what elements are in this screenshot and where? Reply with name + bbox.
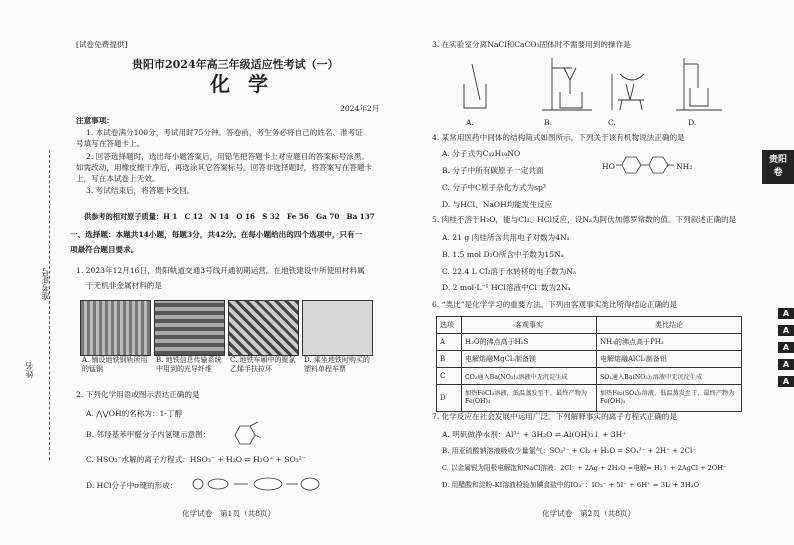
notice-2c: 上，写在本试卷上无效。: [76, 174, 160, 183]
q7-option-d: D. 用醋酸和淀粉-KI溶液检验加碘食盐中的IO₃⁻：IO₃⁻ + 5I⁻ + 6H⁺ = 3I₂ + 3H₂O: [442, 481, 700, 489]
q6-row-a-option: A: [437, 334, 462, 351]
q6-row-d-fact: 加热FeCl₃溶液，低温蒸发至干，最终产物为Fe(OH)₃: [462, 385, 597, 412]
table-row: [437, 385, 742, 412]
exam-title: 贵阳市2024年高三年级适应性考试（一）: [132, 58, 339, 71]
region-tab-line1: 贵阳: [768, 155, 787, 165]
q1-line-a: 1. 2023年12月16日，贵阳轨道交通3号线开通初期运营。在地铁建设中所使用材料属: [76, 266, 365, 275]
q6-row-d-conclusion: 加热Fe₂(SO₄)₃溶液，低温蒸发至干，最终产物为Fe(OH)₃: [597, 385, 742, 412]
exam-date: 2024年2月: [340, 104, 380, 113]
side-mark: A: [778, 308, 794, 319]
q4-option-d: D. 与HCl、NaOH均能发生反应: [442, 200, 553, 209]
q7-option-a: A. 明矾做净水剂：Al³⁺ + 3H₂O ⇌ Al(OH)₃↓ + 3H⁺: [442, 430, 627, 439]
q6-row-a-fact: H₂O的沸点高于H₂S: [462, 334, 597, 351]
q1-line-b: 于无机非金属材料的是: [86, 281, 162, 290]
photo-optical-fiber: [154, 300, 225, 356]
q1-option-d: D. 乘坐地铁时购买的塑料单程车票: [304, 356, 370, 373]
q6-col-fact: 客观事实: [462, 317, 597, 334]
q6-row-c-option: C: [437, 368, 462, 385]
side-mark: A: [778, 359, 794, 370]
subject-title: 化学: [210, 72, 286, 96]
q5-option-a: A. 21 g 肉桂所含共用电子对数为4Nₐ: [442, 233, 570, 242]
q5-stem: 5. 肉桂不溶于H₂O，能与Cl₂、HCl反应，设Nₐ为阿伏加德罗常数的值。下列叙述正确的是: [432, 215, 737, 224]
q7-option-b: B. 用亚硫酸钠溶液吸收少量氯气：SO₃²⁻ + Cl₂ + H₂O = SO₄²⁻ + 2H⁺ + 2Cl⁻: [442, 447, 696, 455]
table-row: [437, 368, 742, 385]
q6-stem: 6. “类比”是化学学习的重要方法。下列由客观事实类比所得结论正确的是: [432, 300, 678, 309]
q2-stem: 2. 下列化学用语或图示表达正确的是: [76, 390, 200, 399]
q6-row-b-fact: 电解熔融MgCl₂制备镁: [462, 351, 597, 368]
q3-apparatus: [452, 54, 732, 114]
side-mark: A: [778, 342, 794, 353]
q4-struct-ho: HO: [602, 162, 615, 171]
notice-1a: 1. 本试卷满分100分，考试用时75分钟。答卷前，考生务必将自己的姓名、准考证: [86, 128, 363, 137]
q6-col-option: 选项: [437, 317, 462, 334]
q6-col-conclusion: 类比结论: [597, 317, 742, 334]
photo-ticket: [302, 300, 373, 356]
page-1-footer: 化学试卷 第1页（共8页）: [182, 509, 276, 518]
header-tag: [试卷免费提供]: [76, 40, 128, 49]
region-tab-line2: 卷: [773, 168, 783, 178]
atomic-masses: 供参考的相对原子质量：H 1 C 12 N 14 O 16 S 32 Fe 56 Ga 70 Ba 137: [84, 212, 375, 221]
q3-label-d: D.: [688, 118, 697, 127]
q2-option-d: D. HCl分子中σ键的形成：: [86, 481, 178, 490]
region-tab: [762, 150, 794, 184]
sigma-bond-diagram: [190, 476, 320, 492]
page-2-footer: 化学试卷 第2页（共8页）: [542, 509, 636, 518]
side-mark: A: [778, 376, 794, 387]
table-row: [437, 351, 742, 368]
q1-option-a: A. 铺设地铁钢轨所用的锰钢: [82, 356, 148, 373]
q6-row-b-conclusion: 电解熔融AlCl₃制备铝: [597, 351, 742, 368]
q4-option-c: C. 分子中C原子杂化方式为sp³: [442, 183, 546, 192]
notice-3: 3. 考试结束后，将答题卡交回。: [86, 186, 195, 195]
hydrogen-bond-diagram: [230, 420, 264, 450]
cut-line: [49, 150, 50, 460]
q5-option-c: C. 22.4 L Cl₂溶于水转移的电子数为Nₐ: [442, 267, 576, 276]
q1-option-c: C. 地铁车厢中的聚氯乙烯手扶拉环: [230, 356, 296, 373]
notice-2b: 如需改动，用橡皮擦干净后，再选涂其它答案标号。回答非选择题时，将答案写在答题卡: [76, 163, 373, 172]
q3-stem: 3. 在实验室分离NaCl和CaCO₃固体时不需要用到的操作是: [432, 40, 631, 49]
notice-1b: 号填写在答题卡上。: [76, 139, 145, 148]
q6-row-d-option: D: [437, 385, 462, 412]
q4-option-b: B. 分子中所有碳原子一定共面: [442, 166, 544, 175]
q6-row-a-conclusion: NH₃的沸点高于PH₃: [597, 334, 742, 351]
section-1-line-a: 一、选择题：本题共14小题，每题3分，共42分。在每小题给出的四个选项中，只有一: [70, 230, 363, 239]
name-label: 姓名: [25, 362, 34, 378]
q5-option-b: B. 1.5 mol D₂O所含中子数为15Nₐ: [442, 250, 564, 259]
q2-option-b: B. 邻羟基苯甲醛分子内氢键示意图：: [86, 430, 211, 439]
table-row: [437, 334, 742, 351]
q3-label-b: B.: [544, 118, 552, 127]
q1-option-b: B. 地铁信息传输系统中用到的光导纤维: [156, 356, 222, 373]
q6-table-header: [437, 317, 742, 334]
q4-option-a: A. 分子式为C₁₂H₁₀NO: [442, 149, 521, 158]
q4-struct-nh2: NH₂: [676, 162, 693, 171]
q3-label-c: C.: [608, 118, 616, 127]
notice-2a: 2. 回答选择题时，选出每小题答案后，用铅笔把答题卡上对应题目的答案标号涂黑。: [86, 152, 370, 161]
photo-handrail: [228, 300, 299, 356]
q6-table: [436, 316, 742, 412]
q4-stem: 4. 某常用医药中间体的结构简式如图所示。下列关于该有机物说法正确的是: [432, 133, 685, 142]
exam-number-label: 准考证号: [41, 268, 50, 300]
q6-row-c-conclusion: SO₂通入Ba(NO₃)₂溶液中无沉淀生成: [597, 368, 742, 385]
q5-option-d: D. 2 mol·L⁻¹ HCl溶液中Cl⁻数为2Nₐ: [442, 283, 571, 292]
q6-row-b-option: B: [437, 351, 462, 368]
photo-steel-rail: [80, 300, 151, 356]
q7-option-c: C. 以金属银为阳极电解饱和NaCl溶液：2Cl⁻ + 2Ag + 2H₂O =电解= H₂↑ + 2AgCl + 2OH⁻: [442, 464, 727, 472]
q6-row-c-fact: CO₂通入Ba(NO₃)₂溶液中无沉淀生成: [462, 368, 597, 385]
q3-label-a: A.: [466, 118, 474, 127]
section-1-line-b: 项最符合题目要求。: [70, 245, 139, 254]
q2-option-c: C. HSO₃⁻水解的离子方程式：HSO₃⁻ + H₂O ⇌ H₃O⁺ + SO₃²⁻: [86, 455, 306, 464]
q7-stem: 7. 化学反应在社会发展中运用广泛。下列解释事实的离子方程式正确的是: [432, 412, 678, 421]
binding-margin: [0, 0, 60, 545]
notice-title: 注意事项：: [76, 116, 114, 125]
q2-option-a: A. ⋀⋁OH的名称为：1-丁醇: [86, 409, 183, 418]
side-mark: A: [778, 325, 794, 336]
